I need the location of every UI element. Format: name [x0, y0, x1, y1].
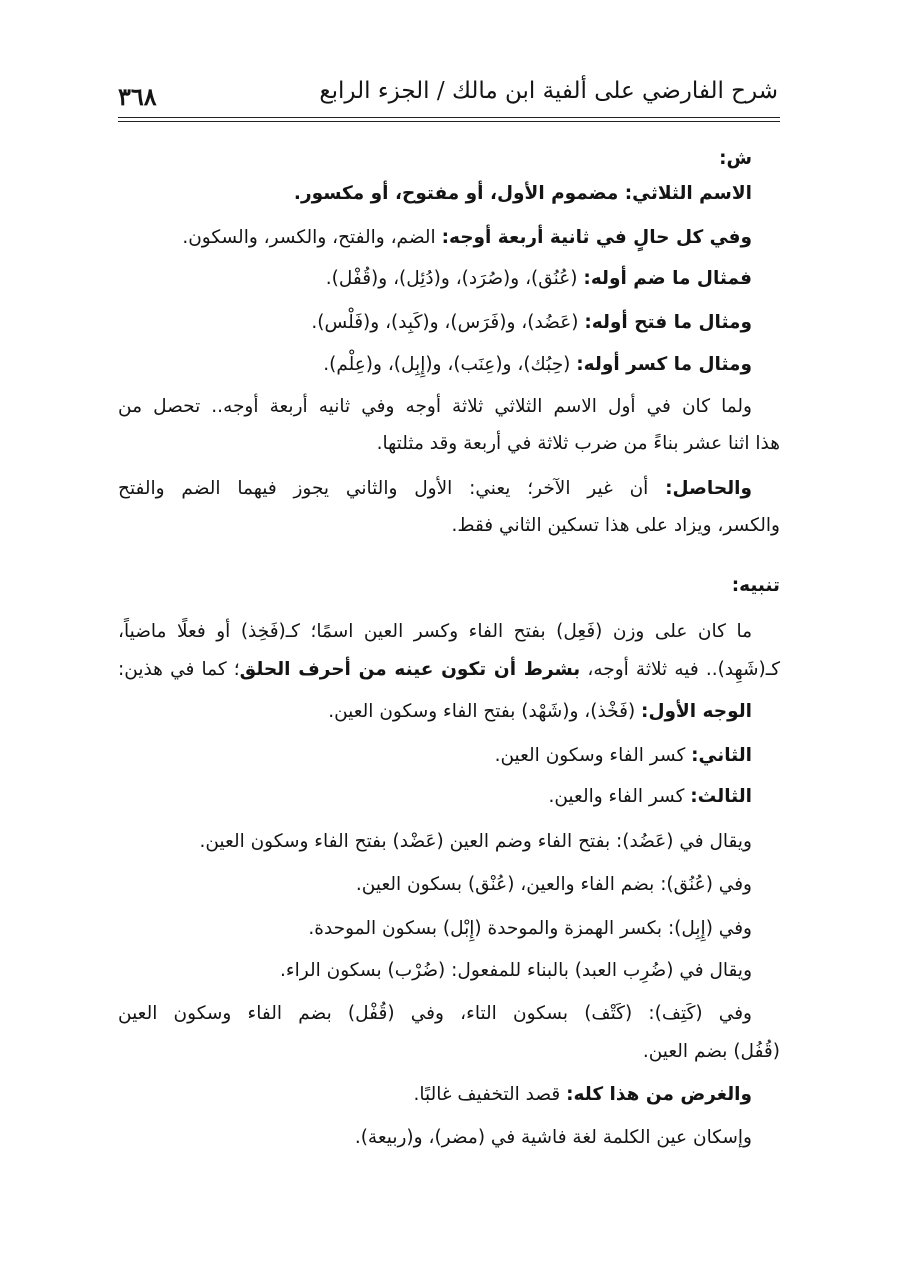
- example-kasr: [118, 351, 752, 379]
- note-case-3: [118, 783, 752, 811]
- paragraph-line: ولما كان في أول الاسم الثلاثي ثلاثة أوجه وفي ثانيه أربعة أوجه.. تحصل من: [118, 396, 752, 417]
- running-title: شرح الفارضي على ألفية ابن مالك / الجزء الرابع: [319, 78, 778, 104]
- commentary-label: ش:: [719, 148, 752, 169]
- page-number: ٣٦٨: [118, 82, 157, 111]
- header-rule-thin: [118, 121, 780, 122]
- header-rule: [118, 117, 780, 118]
- note-text: ؛ كما في هذين:: [118, 659, 240, 680]
- note-case-3-text: كسر الفاء والعين.: [548, 786, 691, 807]
- note-line: [118, 656, 780, 684]
- note-line: وفي (عُنُق): بضم الفاء والعين، (عُنْق) بسكون العين.: [355, 874, 752, 895]
- note-case-1: [118, 698, 752, 726]
- conclusion-bold: والغرض من هذا كله:: [566, 1084, 752, 1105]
- page-header: [118, 70, 778, 110]
- rule-line-2-text: الضم، والفتح، والكسر، والسكون.: [182, 227, 442, 248]
- summary-bold: والحاصل:: [665, 478, 752, 499]
- note-line: ويقال في (ضُرِب العبد) بالبناء للمفعول: (ضُرْب) بسكون الراء.: [280, 960, 752, 981]
- note-line: وإسكان عين الكلمة لغة فاشية في (مضر)، و(ربيعة).: [354, 1127, 752, 1148]
- example-fath-text: (عَضُد)، و(فَرَس)، و(كَبِد)، و(فَلْس).: [311, 312, 585, 333]
- conclusion-line: [118, 1081, 752, 1109]
- example-kasr-bold: ومثال ما كسر أوله:: [576, 354, 752, 375]
- note-line: (قُفُل) بضم العين.: [642, 1041, 780, 1062]
- rule-line-1: الاسم الثلاثي: مضموم الأول، أو مفتوح، أو مكسور.: [293, 183, 752, 204]
- note-line: وفي (إِبِل): بكسر الهمزة والموحدة (إِبْل) بسكون الموحدة.: [308, 918, 752, 939]
- example-damm-text: (عُنُق)، و(صُرَد)، و(دُئِل)، و(قُفْل).: [325, 268, 584, 289]
- note-heading: تنبيه:: [731, 575, 780, 596]
- conclusion-text: قصد التخفيف غالبًا.: [413, 1084, 567, 1105]
- summary-text: أن غير الآخر؛ يعني: الأول والثاني يجوز فيهما الضم والفتح: [118, 478, 666, 499]
- rule-line-2-bold: وفي كل حالٍ في ثانية أربعة أوجه:: [441, 227, 752, 248]
- summary-line-1: [118, 475, 752, 503]
- summary-line-2: والكسر، ويزاد على هذا تسكين الثاني فقط.: [451, 515, 780, 536]
- example-kasr-text: (حِبُك)، و(عِنَب)، و(إِبِل)، و(عِلْم).: [323, 354, 577, 375]
- example-fath: [118, 309, 752, 337]
- note-case-2-bold: الثاني:: [691, 745, 752, 766]
- paragraph-line: هذا اثنا عشر بناءً من ضرب ثلاثة في أربعة وقد مثلتها.: [376, 433, 780, 454]
- example-damm-bold: فمثال ما ضم أوله:: [583, 268, 752, 289]
- note-line: ويقال في (عَضُد): بفتح الفاء وضم العين (عَضْد) بفتح الفاء وسكون العين.: [199, 831, 752, 852]
- note-line: ما كان على وزن (فَعِل) بفتح الفاء وكسر العين اسمًا؛ كـ(فَخِذ) أو فعلًا ماضياً،: [118, 621, 752, 642]
- note-line: وفي (كَتِف): (كَتْف) بسكون التاء، وفي (قُفْل) بضم الفاء وسكون العين: [118, 1003, 752, 1024]
- note-case-2: [118, 742, 752, 770]
- note-case-3-bold: الثالث:: [690, 786, 752, 807]
- note-case-2-text: كسر الفاء وسكون العين.: [494, 745, 692, 766]
- example-fath-bold: ومثال ما فتح أوله:: [584, 312, 752, 333]
- note-text: كـ(شَهِد).. فيه ثلاثة أوجه،: [580, 659, 780, 680]
- rule-line-2: [118, 224, 752, 252]
- example-damm: [118, 265, 752, 293]
- note-condition-bold: بشرط أن تكون عينه من أحرف الحلق: [239, 659, 581, 680]
- note-case-1-bold: الوجه الأول:: [641, 701, 752, 722]
- note-case-1-text: (فَخْذ)، و(شَهْد) بفتح الفاء وسكون العين.: [328, 701, 642, 722]
